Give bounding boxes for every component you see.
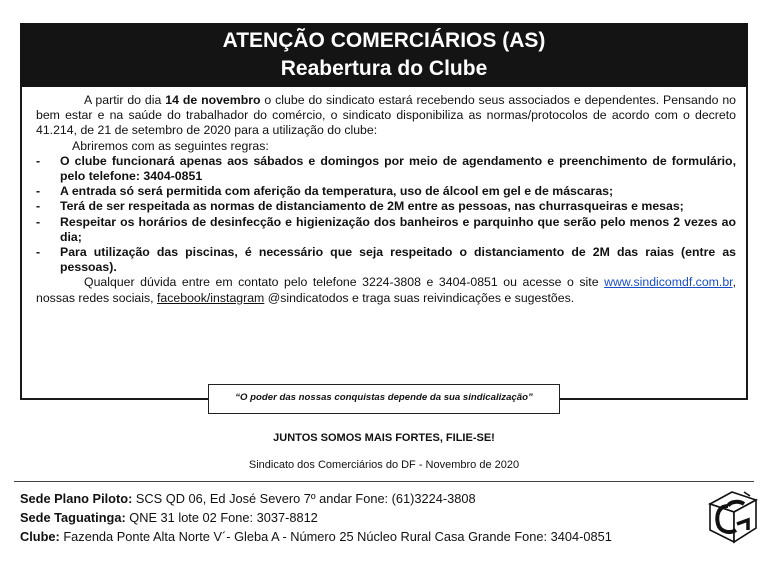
- rule-item: [36, 184, 736, 199]
- contact-mid: , nossas redes sociais,: [36, 275, 736, 305]
- rule-text: O clube funcionará apenas aos sábados e domingos por meio de agendamento e preenchimento de formulário, pelo telefone: 3404-0851: [60, 153, 736, 184]
- address-value: SCS QD 06, Ed José Severo 7º andar Fone: (61)3224-3808: [132, 491, 476, 506]
- rule-text: [60, 245, 736, 275]
- address-label: Clube:: [20, 529, 60, 544]
- divider: [14, 481, 754, 482]
- slogan: JUNTOS SOMOS MAIS FORTES, FILIE-SE!: [273, 432, 495, 444]
- union-logo-icon: [704, 486, 762, 546]
- social-handle: @sindicatodos: [264, 290, 349, 305]
- intro-date: 14 de novembro: [165, 93, 261, 107]
- address-label: Sede Taguatinga:: [20, 510, 126, 525]
- address-line: [20, 508, 612, 527]
- address-block: [20, 489, 612, 546]
- rule-text: Respeitar os horários de desinfecção e higienização dos banheiros e parquinho que serão pelo menos 2 vezes ao dia;: [60, 214, 736, 244]
- address-line: [20, 489, 612, 508]
- rule-item: [36, 199, 736, 214]
- rule-item: [36, 154, 736, 184]
- rule-item: [36, 215, 736, 245]
- social-link[interactable]: facebook/instagram: [156, 290, 265, 305]
- header-title: ATENÇÃO COMERCIÁRIOS (AS): [222, 29, 546, 52]
- address-label: Sede Plano Piloto:: [20, 491, 133, 506]
- rules-intro: Abriremos com as seguintes regras:: [72, 138, 269, 153]
- rule-dash: -: [36, 245, 41, 260]
- intro-post: o clube do sindicato estará recebendo seus associados e dependentes. Pensando no bem estar e na saúde do trabalhador do comércio, o sindicato disponibiliza as normas/protocolos de acordo com o decreto 41.214, de 21 de setembro de 2020 para a utilização do clube:: [36, 93, 736, 138]
- rule-dash: -: [36, 153, 41, 168]
- rule-item: [36, 245, 736, 275]
- motto-box: “O poder das nossas conquistas depende da sua sindicalização”: [208, 384, 560, 414]
- rule-text-rest: , é necessário que seja respeitado o distanciamento de 2M das raias (entre as pessoas).: [60, 245, 736, 275]
- address-value: Fazenda Ponte Alta Norte V´- Gleba A - Número 25 Núcleo Rural Casa Grande Fone: 3404-0851: [59, 529, 612, 544]
- rule-text-bold: Para utilização das piscinas: [60, 245, 235, 260]
- intro-pre: A partir do dia: [84, 93, 166, 107]
- header-subtitle: Reabertura do Clube: [280, 57, 488, 80]
- address-line: [20, 527, 612, 546]
- contact-pre: Qualquer dúvida entre em contato pelo telefone 3224-3808 e 3404-0851 ou acesse o site: [84, 275, 605, 290]
- intro-paragraph: [36, 93, 736, 139]
- contact-paragraph: [36, 275, 736, 305]
- notice-header: [20, 23, 748, 87]
- rule-dash: -: [36, 184, 41, 199]
- rule-dash: -: [36, 199, 41, 214]
- website-link[interactable]: www.sindicomdf.com.br: [604, 275, 733, 290]
- rule-dash: -: [36, 214, 41, 229]
- notice-body: [20, 87, 748, 400]
- rule-text: A entrada só será permitida com aferição da temperatura, uso de álcool em gel e de máscaras;: [60, 184, 614, 199]
- contact-post: e traga suas reivindicações e sugestões.: [348, 290, 575, 305]
- signature-line: Sindicato dos Comerciários do DF - Novembro de 2020: [248, 459, 520, 471]
- rule-text: Terá de ser respeitada as normas de distanciamento de 2M entre as pessoas, nas churrasqueiras e mesas;: [60, 199, 684, 214]
- address-value: QNE 31 lote 02 Fone: 3037-8812: [125, 510, 318, 525]
